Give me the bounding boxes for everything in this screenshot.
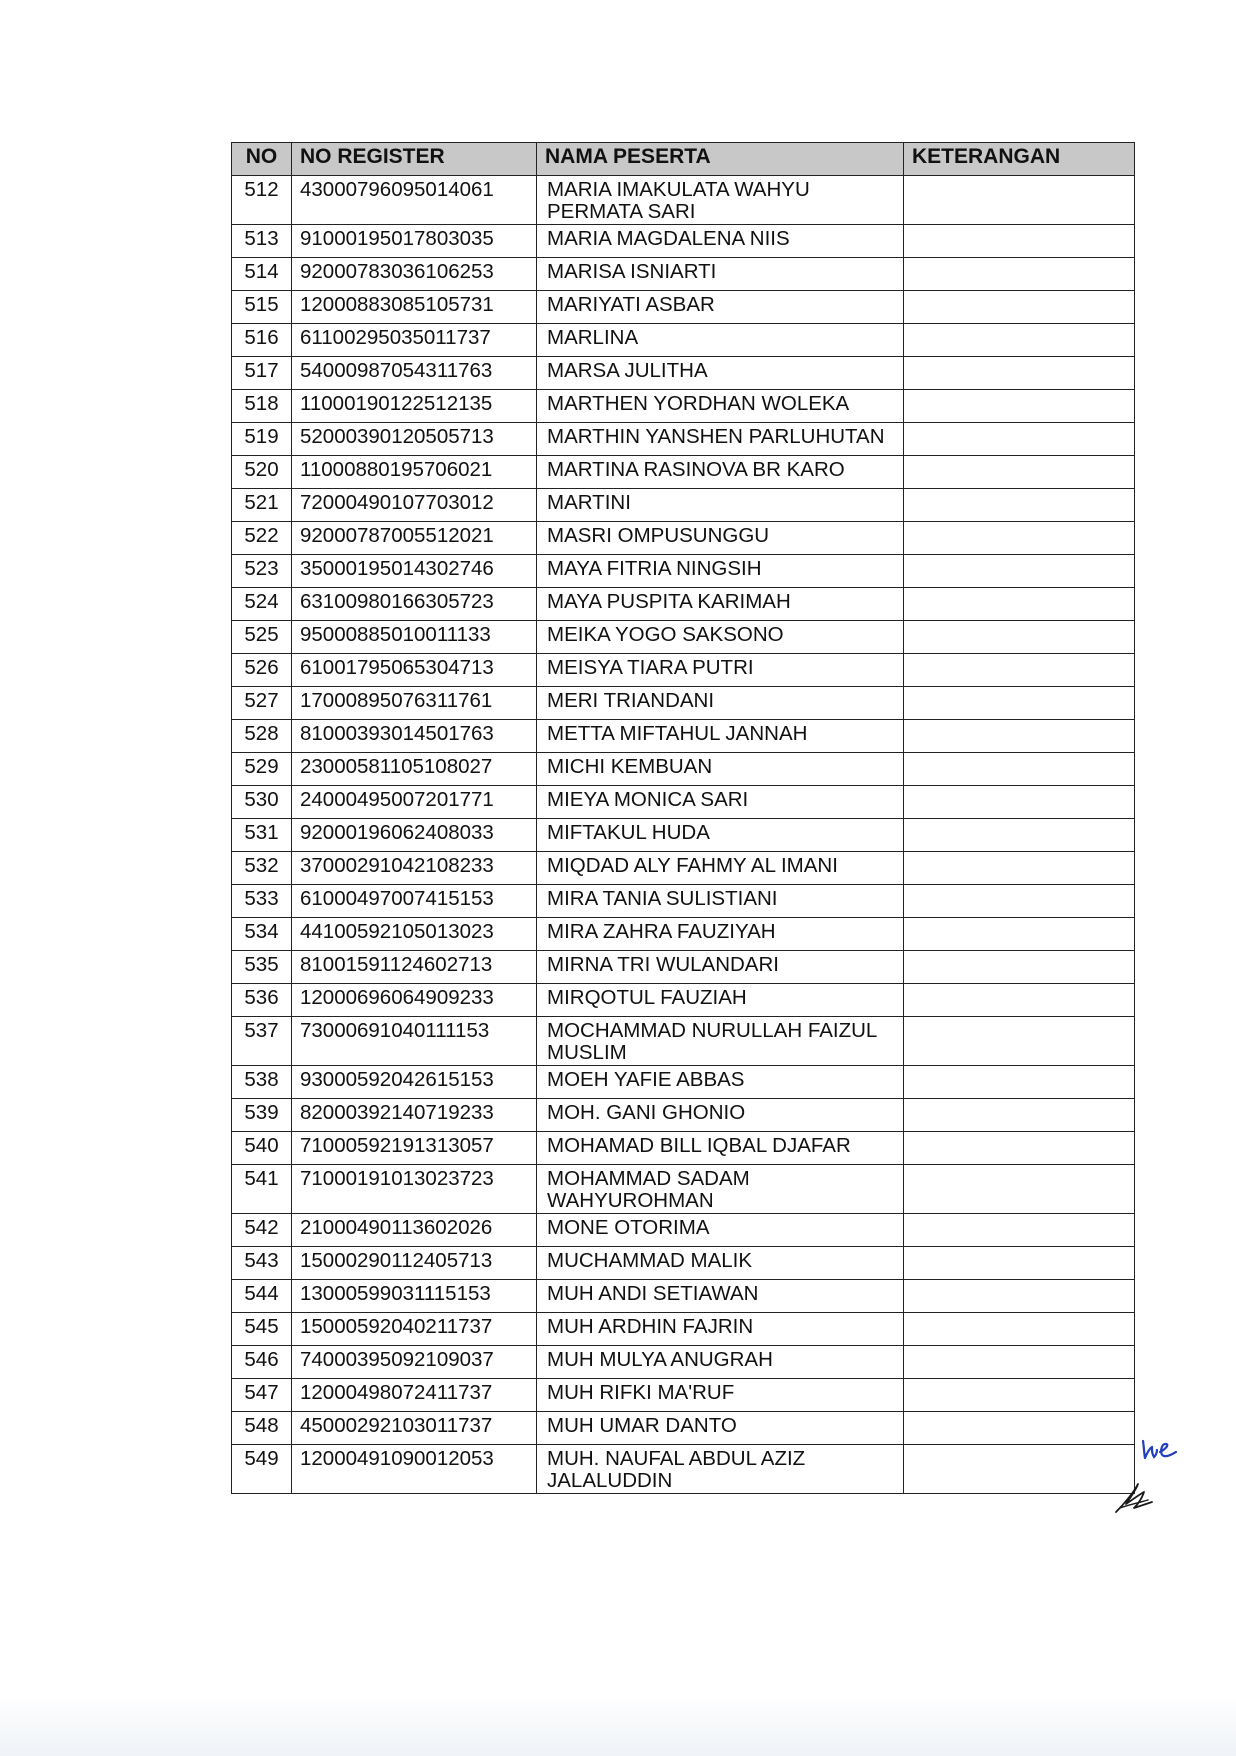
- row-name: MAYA FITRIA NINGSIH: [537, 555, 904, 588]
- row-no: 526: [232, 654, 292, 687]
- row-no: 544: [232, 1280, 292, 1313]
- row-name: MARLINA: [537, 324, 904, 357]
- row-name: MAYA PUSPITA KARIMAH: [537, 588, 904, 621]
- row-register: 12000491090012053: [292, 1445, 537, 1494]
- table-row: [232, 555, 1135, 588]
- row-register: 95000885010011133: [292, 621, 537, 654]
- row-note: [904, 1280, 1135, 1313]
- row-register: 43000796095014061: [292, 176, 537, 225]
- row-register: 13000599031115153: [292, 1280, 537, 1313]
- row-name: MUH ANDI SETIAWAN: [537, 1280, 904, 1313]
- row-no: 527: [232, 687, 292, 720]
- row-no: 534: [232, 918, 292, 951]
- row-note: [904, 291, 1135, 324]
- row-register: 91000195017803035: [292, 225, 537, 258]
- table-row: [232, 1132, 1135, 1165]
- row-register: 63100980166305723: [292, 588, 537, 621]
- row-note: [904, 1379, 1135, 1412]
- row-register: 92000196062408033: [292, 819, 537, 852]
- row-note: [904, 555, 1135, 588]
- row-register: 12000498072411737: [292, 1379, 537, 1412]
- row-register: 72000490107703012: [292, 489, 537, 522]
- row-note: [904, 918, 1135, 951]
- row-register: 73000691040111153: [292, 1017, 537, 1066]
- row-register: 52000390120505713: [292, 423, 537, 456]
- row-register: 82000392140719233: [292, 1099, 537, 1132]
- table-row: [232, 687, 1135, 720]
- row-no: 545: [232, 1313, 292, 1346]
- row-register: 81001591124602713: [292, 951, 537, 984]
- row-note: [904, 258, 1135, 291]
- row-no: 548: [232, 1412, 292, 1445]
- row-name: MOHAMAD BILL IQBAL DJAFAR: [537, 1132, 904, 1165]
- row-no: 520: [232, 456, 292, 489]
- table-row: [232, 1066, 1135, 1099]
- header-name: NAMA PESERTA: [537, 143, 904, 176]
- row-no: 524: [232, 588, 292, 621]
- row-note: [904, 1017, 1135, 1066]
- row-no: 549: [232, 1445, 292, 1494]
- table-row: [232, 1445, 1135, 1494]
- row-name: MUH MULYA ANUGRAH: [537, 1346, 904, 1379]
- table-row: [232, 951, 1135, 984]
- row-note: [904, 1346, 1135, 1379]
- row-name: MIRA TANIA SULISTIANI: [537, 885, 904, 918]
- row-no: 546: [232, 1346, 292, 1379]
- table-row: [232, 176, 1135, 225]
- table-row: [232, 225, 1135, 258]
- row-note: [904, 951, 1135, 984]
- table-row: [232, 918, 1135, 951]
- header-no: NO: [232, 143, 292, 176]
- row-note: [904, 687, 1135, 720]
- row-note: [904, 176, 1135, 225]
- row-register: 12000696064909233: [292, 984, 537, 1017]
- row-note: [904, 225, 1135, 258]
- row-no: 532: [232, 852, 292, 885]
- table-row: [232, 1346, 1135, 1379]
- row-note: [904, 753, 1135, 786]
- row-note: [904, 1066, 1135, 1099]
- table-row: [232, 588, 1135, 621]
- row-note: [904, 522, 1135, 555]
- row-no: 537: [232, 1017, 292, 1066]
- row-register: 21000490113602026: [292, 1214, 537, 1247]
- row-note: [904, 720, 1135, 753]
- table-row: [232, 291, 1135, 324]
- table-body: [232, 176, 1135, 1494]
- table-row: [232, 423, 1135, 456]
- row-name: MOH. GANI GHONIO: [537, 1099, 904, 1132]
- row-note: [904, 357, 1135, 390]
- row-register: 92000783036106253: [292, 258, 537, 291]
- row-no: 536: [232, 984, 292, 1017]
- row-register: 92000787005512021: [292, 522, 537, 555]
- participant-table: [231, 142, 1135, 1494]
- row-name: MOEH YAFIE ABBAS: [537, 1066, 904, 1099]
- table-row: [232, 654, 1135, 687]
- row-note: [904, 1165, 1135, 1214]
- row-name: MARTHEN YORDHAN WOLEKA: [537, 390, 904, 423]
- row-register: 35000195014302746: [292, 555, 537, 588]
- row-name: MUH ARDHIN FAJRIN: [537, 1313, 904, 1346]
- table-row: [232, 786, 1135, 819]
- row-no: 542: [232, 1214, 292, 1247]
- row-register: 11000880195706021: [292, 456, 537, 489]
- row-no: 525: [232, 621, 292, 654]
- table-row: [232, 357, 1135, 390]
- row-register: 61001795065304713: [292, 654, 537, 687]
- row-name: MERI TRIANDANI: [537, 687, 904, 720]
- row-register: 15000290112405713: [292, 1247, 537, 1280]
- row-register: 37000291042108233: [292, 852, 537, 885]
- row-note: [904, 588, 1135, 621]
- row-register: 12000883085105731: [292, 291, 537, 324]
- row-no: 539: [232, 1099, 292, 1132]
- row-name: MIRA ZAHRA FAUZIYAH: [537, 918, 904, 951]
- row-note: [904, 621, 1135, 654]
- table-row: [232, 390, 1135, 423]
- row-note: [904, 1247, 1135, 1280]
- row-note: [904, 1214, 1135, 1247]
- row-no: 518: [232, 390, 292, 423]
- row-name: MARTINA RASINOVA BR KARO: [537, 456, 904, 489]
- table-row: [232, 1379, 1135, 1412]
- row-no: 529: [232, 753, 292, 786]
- row-register: 61100295035011737: [292, 324, 537, 357]
- row-name: MUCHAMMAD MALIK: [537, 1247, 904, 1280]
- row-register: 15000592040211737: [292, 1313, 537, 1346]
- table-row: [232, 1165, 1135, 1214]
- row-name: MASRI OMPUSUNGGU: [537, 522, 904, 555]
- row-name: MEIKA YOGO SAKSONO: [537, 621, 904, 654]
- row-note: [904, 423, 1135, 456]
- row-name: MARTHIN YANSHEN PARLUHUTAN: [537, 423, 904, 456]
- table-row: [232, 456, 1135, 489]
- row-register: 61000497007415153: [292, 885, 537, 918]
- row-register: 17000895076311761: [292, 687, 537, 720]
- table-row: [232, 1313, 1135, 1346]
- row-note: [904, 1132, 1135, 1165]
- table-row: [232, 720, 1135, 753]
- row-no: 514: [232, 258, 292, 291]
- row-name: MUH. NAUFAL ABDUL AZIZ JALALUDDIN: [537, 1445, 904, 1494]
- table-row: [232, 1099, 1135, 1132]
- row-no: 543: [232, 1247, 292, 1280]
- table-header-row: [232, 143, 1135, 176]
- row-no: 516: [232, 324, 292, 357]
- table-row: [232, 885, 1135, 918]
- row-name: MIQDAD ALY FAHMY AL IMANI: [537, 852, 904, 885]
- table-row: [232, 1247, 1135, 1280]
- table-row: [232, 1017, 1135, 1066]
- table-row: [232, 1214, 1135, 1247]
- row-name: MARSA JULITHA: [537, 357, 904, 390]
- row-register: 81000393014501763: [292, 720, 537, 753]
- row-register: 11000190122512135: [292, 390, 537, 423]
- row-note: [904, 456, 1135, 489]
- row-register: 71000191013023723: [292, 1165, 537, 1214]
- row-no: 540: [232, 1132, 292, 1165]
- row-name: MOHAMMAD SADAM WAHYUROHMAN: [537, 1165, 904, 1214]
- row-note: [904, 390, 1135, 423]
- row-name: MARIA IMAKULATA WAHYU PERMATA SARI: [537, 176, 904, 225]
- row-note: [904, 852, 1135, 885]
- table-row: [232, 1280, 1135, 1313]
- header-register: NO REGISTER: [292, 143, 537, 176]
- row-name: MARTINI: [537, 489, 904, 522]
- row-name: MONE OTORIMA: [537, 1214, 904, 1247]
- row-note: [904, 819, 1135, 852]
- table-row: [232, 819, 1135, 852]
- row-name: MARIA MAGDALENA NIIS: [537, 225, 904, 258]
- row-note: [904, 489, 1135, 522]
- row-name: MIEYA MONICA SARI: [537, 786, 904, 819]
- row-register: 71000592191313057: [292, 1132, 537, 1165]
- row-note: [904, 786, 1135, 819]
- table-row: [232, 852, 1135, 885]
- row-no: 521: [232, 489, 292, 522]
- row-register: 24000495007201771: [292, 786, 537, 819]
- table-row: [232, 753, 1135, 786]
- row-no: 523: [232, 555, 292, 588]
- row-no: 528: [232, 720, 292, 753]
- row-name: MIFTAKUL HUDA: [537, 819, 904, 852]
- row-name: MUH UMAR DANTO: [537, 1412, 904, 1445]
- row-name: MARISA ISNIARTI: [537, 258, 904, 291]
- row-note: [904, 885, 1135, 918]
- signature-paraf-icon: [1112, 1478, 1156, 1518]
- row-name: MOCHAMMAD NURULLAH FAIZUL MUSLIM: [537, 1017, 904, 1066]
- table-row: [232, 324, 1135, 357]
- page-bottom-shade: [0, 1696, 1236, 1756]
- row-note: [904, 984, 1135, 1017]
- row-note: [904, 1099, 1135, 1132]
- row-no: 512: [232, 176, 292, 225]
- row-name: MICHI KEMBUAN: [537, 753, 904, 786]
- row-note: [904, 1412, 1135, 1445]
- row-note: [904, 654, 1135, 687]
- row-no: 541: [232, 1165, 292, 1214]
- table-row: [232, 984, 1135, 1017]
- row-no: 522: [232, 522, 292, 555]
- row-register: 23000581105108027: [292, 753, 537, 786]
- row-note: [904, 324, 1135, 357]
- handwritten-initials-icon: [1140, 1433, 1180, 1463]
- row-no: 547: [232, 1379, 292, 1412]
- row-no: 515: [232, 291, 292, 324]
- row-register: 44100592105013023: [292, 918, 537, 951]
- row-no: 538: [232, 1066, 292, 1099]
- row-name: MEISYA TIARA PUTRI: [537, 654, 904, 687]
- row-register: 93000592042615153: [292, 1066, 537, 1099]
- row-register: 74000395092109037: [292, 1346, 537, 1379]
- table-row: [232, 258, 1135, 291]
- row-no: 519: [232, 423, 292, 456]
- row-name: MIRNA TRI WULANDARI: [537, 951, 904, 984]
- row-name: METTA MIFTAHUL JANNAH: [537, 720, 904, 753]
- row-register: 45000292103011737: [292, 1412, 537, 1445]
- header-note: KETERANGAN: [904, 143, 1135, 176]
- table-row: [232, 621, 1135, 654]
- table-row: [232, 522, 1135, 555]
- row-name: MARIYATI ASBAR: [537, 291, 904, 324]
- row-name: MUH RIFKI MA'RUF: [537, 1379, 904, 1412]
- row-note: [904, 1445, 1135, 1494]
- row-no: 530: [232, 786, 292, 819]
- row-no: 513: [232, 225, 292, 258]
- row-register: 54000987054311763: [292, 357, 537, 390]
- row-note: [904, 1313, 1135, 1346]
- row-no: 517: [232, 357, 292, 390]
- row-name: MIRQOTUL FAUZIAH: [537, 984, 904, 1017]
- row-no: 531: [232, 819, 292, 852]
- row-no: 535: [232, 951, 292, 984]
- table-row: [232, 489, 1135, 522]
- table-row: [232, 1412, 1135, 1445]
- row-no: 533: [232, 885, 292, 918]
